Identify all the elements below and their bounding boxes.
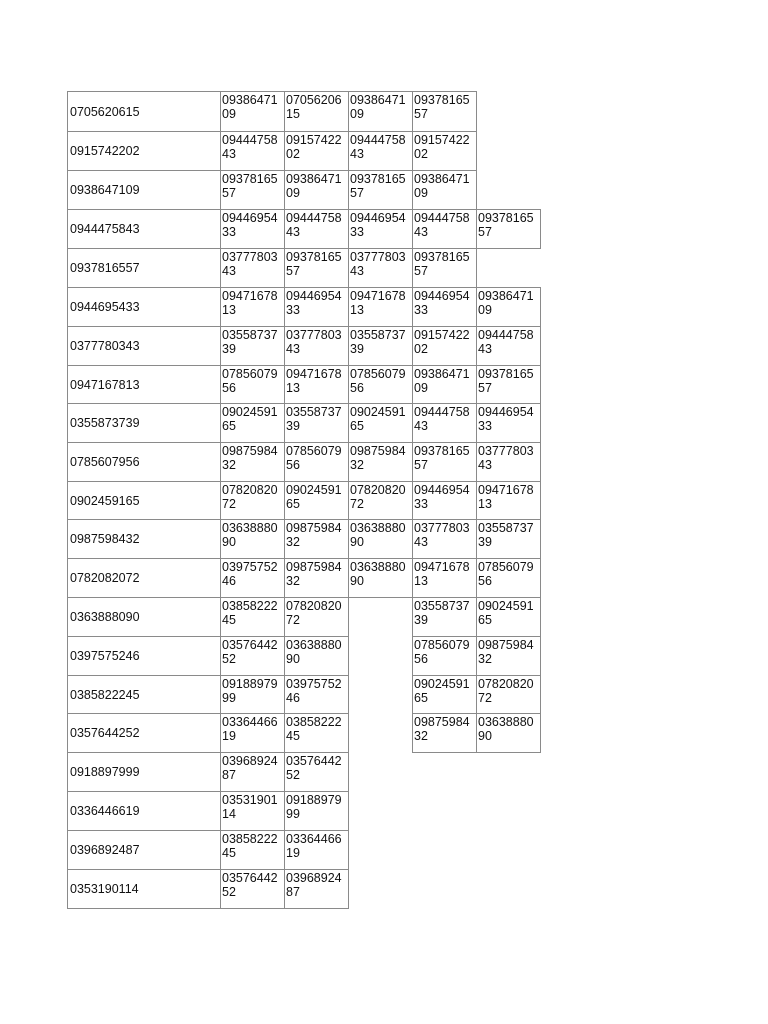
table-key-cell: 0396892487 [67, 830, 221, 870]
table-cell: 0377780343 [284, 326, 349, 366]
table-cell: 0397575246 [220, 558, 285, 598]
table-cell: 0902459165 [348, 403, 413, 443]
table-cell: 0937816557 [412, 248, 477, 288]
table-key-cell: 0915742202 [67, 131, 221, 171]
table-cell: 0377780343 [348, 248, 413, 288]
table-cell: 0785607956 [476, 558, 541, 598]
table-key-cell: 0385822245 [67, 675, 221, 714]
table-cell: 0357644252 [220, 869, 285, 909]
table-cell: 0944695433 [412, 287, 477, 327]
table-key-cell: 0947167813 [67, 365, 221, 404]
table-cell: 0987598432 [412, 713, 477, 753]
table-cell: 0353190114 [220, 791, 285, 831]
table-cell: 0947167813 [284, 365, 349, 404]
table-key-cell: 0363888090 [67, 597, 221, 637]
table-cell: 0944475843 [412, 403, 477, 443]
table-key-cell: 0902459165 [67, 481, 221, 520]
table-cell: 0377780343 [476, 442, 541, 482]
table-key-cell: 0377780343 [67, 326, 221, 366]
table-key-cell: 0785607956 [67, 442, 221, 482]
table-cell: 0336446619 [220, 713, 285, 753]
table-key-cell: 0705620615 [67, 91, 221, 132]
table-cell: 0363888090 [348, 558, 413, 598]
table-cell: 0944475843 [476, 326, 541, 366]
table-cell: 0385822245 [220, 597, 285, 637]
table-cell: 0705620615 [284, 91, 349, 132]
table-cell: 0336446619 [284, 830, 349, 870]
table-cell: 0355873739 [412, 597, 477, 637]
table-key-cell: 0944475843 [67, 209, 221, 249]
table-cell: 0938647109 [220, 91, 285, 132]
table-cell: 0785607956 [348, 365, 413, 404]
table-cell: 0937816557 [348, 170, 413, 210]
table-cell: 0915742202 [412, 326, 477, 366]
table-cell: 0987598432 [284, 519, 349, 559]
table-cell: 0385822245 [220, 830, 285, 870]
table-key-cell: 0944695433 [67, 287, 221, 327]
table-cell: 0377780343 [220, 248, 285, 288]
table-cell: 0902459165 [284, 481, 349, 520]
table-key-cell: 0918897999 [67, 752, 221, 792]
table-cell: 0937816557 [476, 209, 541, 249]
table-cell: 0944475843 [348, 131, 413, 171]
table-cell: 0938647109 [412, 170, 477, 210]
table-cell: 0902459165 [412, 675, 477, 714]
table-cell: 0938647109 [476, 287, 541, 327]
table-cell: 0938647109 [284, 170, 349, 210]
table-cell: 0785607956 [220, 365, 285, 404]
table-cell: 0937816557 [412, 91, 477, 132]
table-cell: 0937816557 [220, 170, 285, 210]
table-cell: 0363888090 [476, 713, 541, 753]
table-cell: 0363888090 [220, 519, 285, 559]
table-cell: 0396892487 [284, 869, 349, 909]
table-key-cell: 0938647109 [67, 170, 221, 210]
table-cell: 0785607956 [412, 636, 477, 676]
table-cell: 0355873739 [220, 326, 285, 366]
table-cell: 0937816557 [476, 365, 541, 404]
table-key-cell: 0782082072 [67, 558, 221, 598]
table-cell: 0902459165 [476, 597, 541, 637]
table-cell: 0918897999 [220, 675, 285, 714]
table-cell: 0915742202 [412, 131, 477, 171]
table-key-cell: 0336446619 [67, 791, 221, 831]
table-cell: 0355873739 [476, 519, 541, 559]
table-cell: 0782082072 [220, 481, 285, 520]
table-cell: 0944475843 [220, 131, 285, 171]
table-cell: 0987598432 [284, 558, 349, 598]
table-cell: 0377780343 [412, 519, 477, 559]
table-cell: 0785607956 [284, 442, 349, 482]
table-cell: 0944475843 [412, 209, 477, 249]
table-cell: 0944695433 [348, 209, 413, 249]
table-key-cell: 0355873739 [67, 403, 221, 443]
table-cell: 0782082072 [284, 597, 349, 637]
table-cell: 0947167813 [348, 287, 413, 327]
table-cell: 0938647109 [348, 91, 413, 132]
table-cell: 0357644252 [220, 636, 285, 676]
table-cell: 0987598432 [220, 442, 285, 482]
table-cell: 0947167813 [476, 481, 541, 520]
table-cell: 0782082072 [476, 675, 541, 714]
table-cell: 0363888090 [348, 519, 413, 559]
table-cell: 0902459165 [220, 403, 285, 443]
table-cell: 0355873739 [284, 403, 349, 443]
table-cell: 0937816557 [412, 442, 477, 482]
table-key-cell: 0353190114 [67, 869, 221, 909]
table-cell: 0357644252 [284, 752, 349, 792]
table-cell: 0915742202 [284, 131, 349, 171]
table-cell: 0937816557 [284, 248, 349, 288]
table-cell: 0397575246 [284, 675, 349, 714]
table-key-cell: 0937816557 [67, 248, 221, 288]
table-cell: 0944695433 [476, 403, 541, 443]
table-cell: 0987598432 [348, 442, 413, 482]
table-cell: 0363888090 [284, 636, 349, 676]
table-cell: 0944475843 [284, 209, 349, 249]
table-cell: 0944695433 [220, 209, 285, 249]
table-key-cell: 0357644252 [67, 713, 221, 753]
table-cell: 0918897999 [284, 791, 349, 831]
table-cell: 0782082072 [348, 481, 413, 520]
table-cell: 0944695433 [284, 287, 349, 327]
table-cell: 0385822245 [284, 713, 349, 753]
table-cell: 0947167813 [220, 287, 285, 327]
table-cell: 0987598432 [476, 636, 541, 676]
table-cell: 0938647109 [412, 365, 477, 404]
table-key-cell: 0397575246 [67, 636, 221, 676]
table-cell: 0944695433 [412, 481, 477, 520]
table-cell: 0396892487 [220, 752, 285, 792]
table-cell: 0355873739 [348, 326, 413, 366]
table-key-cell: 0987598432 [67, 519, 221, 559]
table-cell: 0947167813 [412, 558, 477, 598]
